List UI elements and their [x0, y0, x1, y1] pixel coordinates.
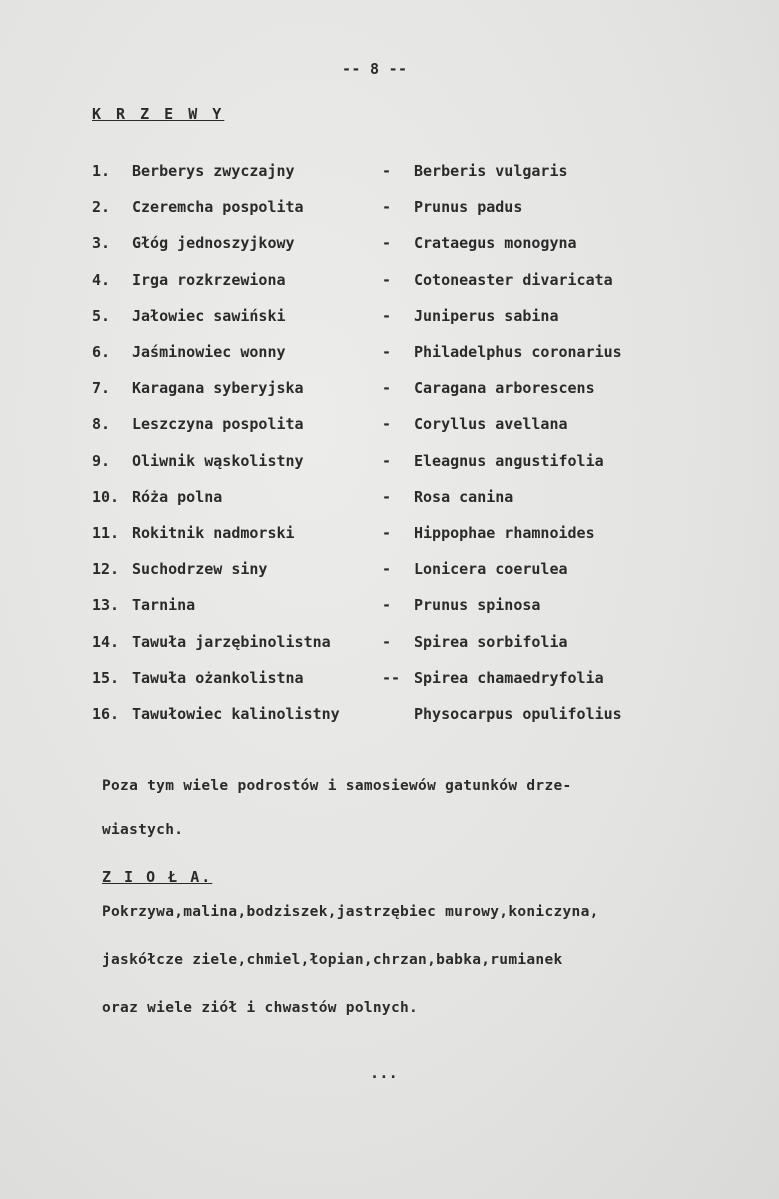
shrub-polish-name: Jaśminowiec wonny — [132, 343, 286, 361]
shrub-latin-name: Cotoneaster divaricata — [414, 271, 613, 289]
shrub-dash: - — [382, 307, 392, 325]
shrub-polish-name: Berberys zwyczajny — [132, 162, 295, 180]
shrub-row — [92, 379, 732, 403]
shrub-row — [92, 307, 732, 331]
shrub-polish-name: Suchodrzew siny — [132, 560, 268, 578]
shrub-dash: - — [382, 596, 392, 614]
shrub-polish-name: Jałowiec sawiński — [132, 307, 286, 325]
shrub-dash: - — [382, 524, 392, 542]
shrub-latin-name: Physocarpus opulifolius — [414, 705, 622, 723]
shrub-latin-name: Prunus spinosa — [414, 596, 541, 614]
shrub-polish-name: Karagana syberyjska — [132, 379, 304, 397]
shrub-latin-name: Lonicera coerulea — [414, 560, 568, 578]
shrub-number: 6. — [92, 343, 111, 361]
shrub-polish-name: Tawuła jarzębinolistna — [132, 633, 331, 651]
shrub-polish-name: Rokitnik nadmorski — [132, 524, 295, 542]
shrubs-heading: K R Z E W Y — [92, 105, 225, 123]
shrub-latin-name: Philadelphus coronarius — [414, 343, 622, 361]
shrub-polish-name: Irga rozkrzewiona — [132, 271, 286, 289]
shrub-number: 2. — [92, 198, 111, 216]
shrub-row — [92, 162, 732, 186]
continuation-dots: ... — [370, 1064, 398, 1082]
shrub-dash: - — [382, 271, 392, 289]
herbs-heading: Z I O Ł A. — [102, 868, 213, 886]
shrub-dash: - — [382, 633, 392, 651]
page-number: -- 8 -- — [342, 60, 408, 78]
shrub-row — [92, 452, 732, 476]
shrub-number: 13. — [92, 596, 120, 614]
shrub-latin-name: Prunus padus — [414, 198, 523, 216]
shrub-latin-name: Juniperus sabina — [414, 307, 559, 325]
shrub-dash: - — [382, 560, 392, 578]
shrub-dash: - — [382, 452, 392, 470]
shrub-row — [92, 415, 732, 439]
shrub-row — [92, 596, 732, 620]
shrub-dash: - — [382, 162, 392, 180]
shrub-number: 9. — [92, 452, 111, 470]
shrub-polish-name: Róża polna — [132, 488, 223, 506]
shrub-latin-name: Spirea sorbifolia — [414, 633, 568, 651]
shrub-number: 3. — [92, 234, 111, 252]
shrub-latin-name: Crataegus monogyna — [414, 234, 577, 252]
shrub-row — [92, 560, 732, 584]
shrub-row — [92, 705, 732, 729]
shrub-polish-name: Głóg jednoszyjkowy — [132, 234, 295, 252]
shrub-dash: -- — [382, 669, 401, 687]
shrub-latin-name: Hippophae rhamnoides — [414, 524, 595, 542]
shrub-number: 7. — [92, 379, 111, 397]
shrub-row — [92, 524, 732, 548]
shrub-number: 11. — [92, 524, 120, 542]
shrub-latin-name: Coryllus avellana — [414, 415, 568, 433]
shrub-row — [92, 633, 732, 657]
shrub-dash: - — [382, 343, 392, 361]
shrub-polish-name: Czeremcha pospolita — [132, 198, 304, 216]
shrub-number: 5. — [92, 307, 111, 325]
shrub-latin-name: Caragana arborescens — [414, 379, 595, 397]
herbs-line-2: jaskółcze ziele,chmiel,łopian,chrzan,babka,rumianek — [102, 952, 563, 968]
shrub-polish-name: Tawuła ożankolistna — [132, 669, 304, 687]
shrub-dash: - — [382, 234, 392, 252]
shrub-row — [92, 271, 732, 295]
shrub-latin-name: Spirea chamaedryfolia — [414, 669, 604, 687]
shrub-number: 10. — [92, 488, 120, 506]
shrub-number: 4. — [92, 271, 111, 289]
shrub-polish-name: Tawułowiec kalinolistny — [132, 705, 340, 723]
shrub-row — [92, 488, 732, 512]
herbs-line-3: oraz wiele ziół i chwastów polnych. — [102, 1000, 419, 1016]
shrub-number: 15. — [92, 669, 120, 687]
shrub-row — [92, 669, 732, 693]
paragraph-line-1: Poza tym wiele podrostów i samosiewów gatunków drze- — [102, 778, 572, 794]
shrub-latin-name: Berberis vulgaris — [414, 162, 568, 180]
shrub-row — [92, 198, 732, 222]
paragraph-line-2: wiastych. — [102, 822, 184, 838]
shrub-dash: - — [382, 198, 392, 216]
shrub-dash: - — [382, 415, 392, 433]
shrub-polish-name: Tarnina — [132, 596, 196, 614]
shrub-number: 8. — [92, 415, 111, 433]
shrub-polish-name: Leszczyna pospolita — [132, 415, 304, 433]
shrub-latin-name: Rosa canina — [414, 488, 514, 506]
shrub-number: 12. — [92, 560, 120, 578]
shrub-number: 16. — [92, 705, 120, 723]
shrub-dash: - — [382, 379, 392, 397]
shrub-number: 14. — [92, 633, 120, 651]
shrub-dash: - — [382, 488, 392, 506]
shrub-row — [92, 343, 732, 367]
shrub-number: 1. — [92, 162, 111, 180]
shrub-latin-name: Eleagnus angustifolia — [414, 452, 604, 470]
herbs-line-1: Pokrzywa,malina,bodziszek,jastrzębiec murowy,koniczyna, — [102, 904, 599, 920]
shrub-polish-name: Oliwnik wąskolistny — [132, 452, 304, 470]
shrub-row — [92, 234, 732, 258]
